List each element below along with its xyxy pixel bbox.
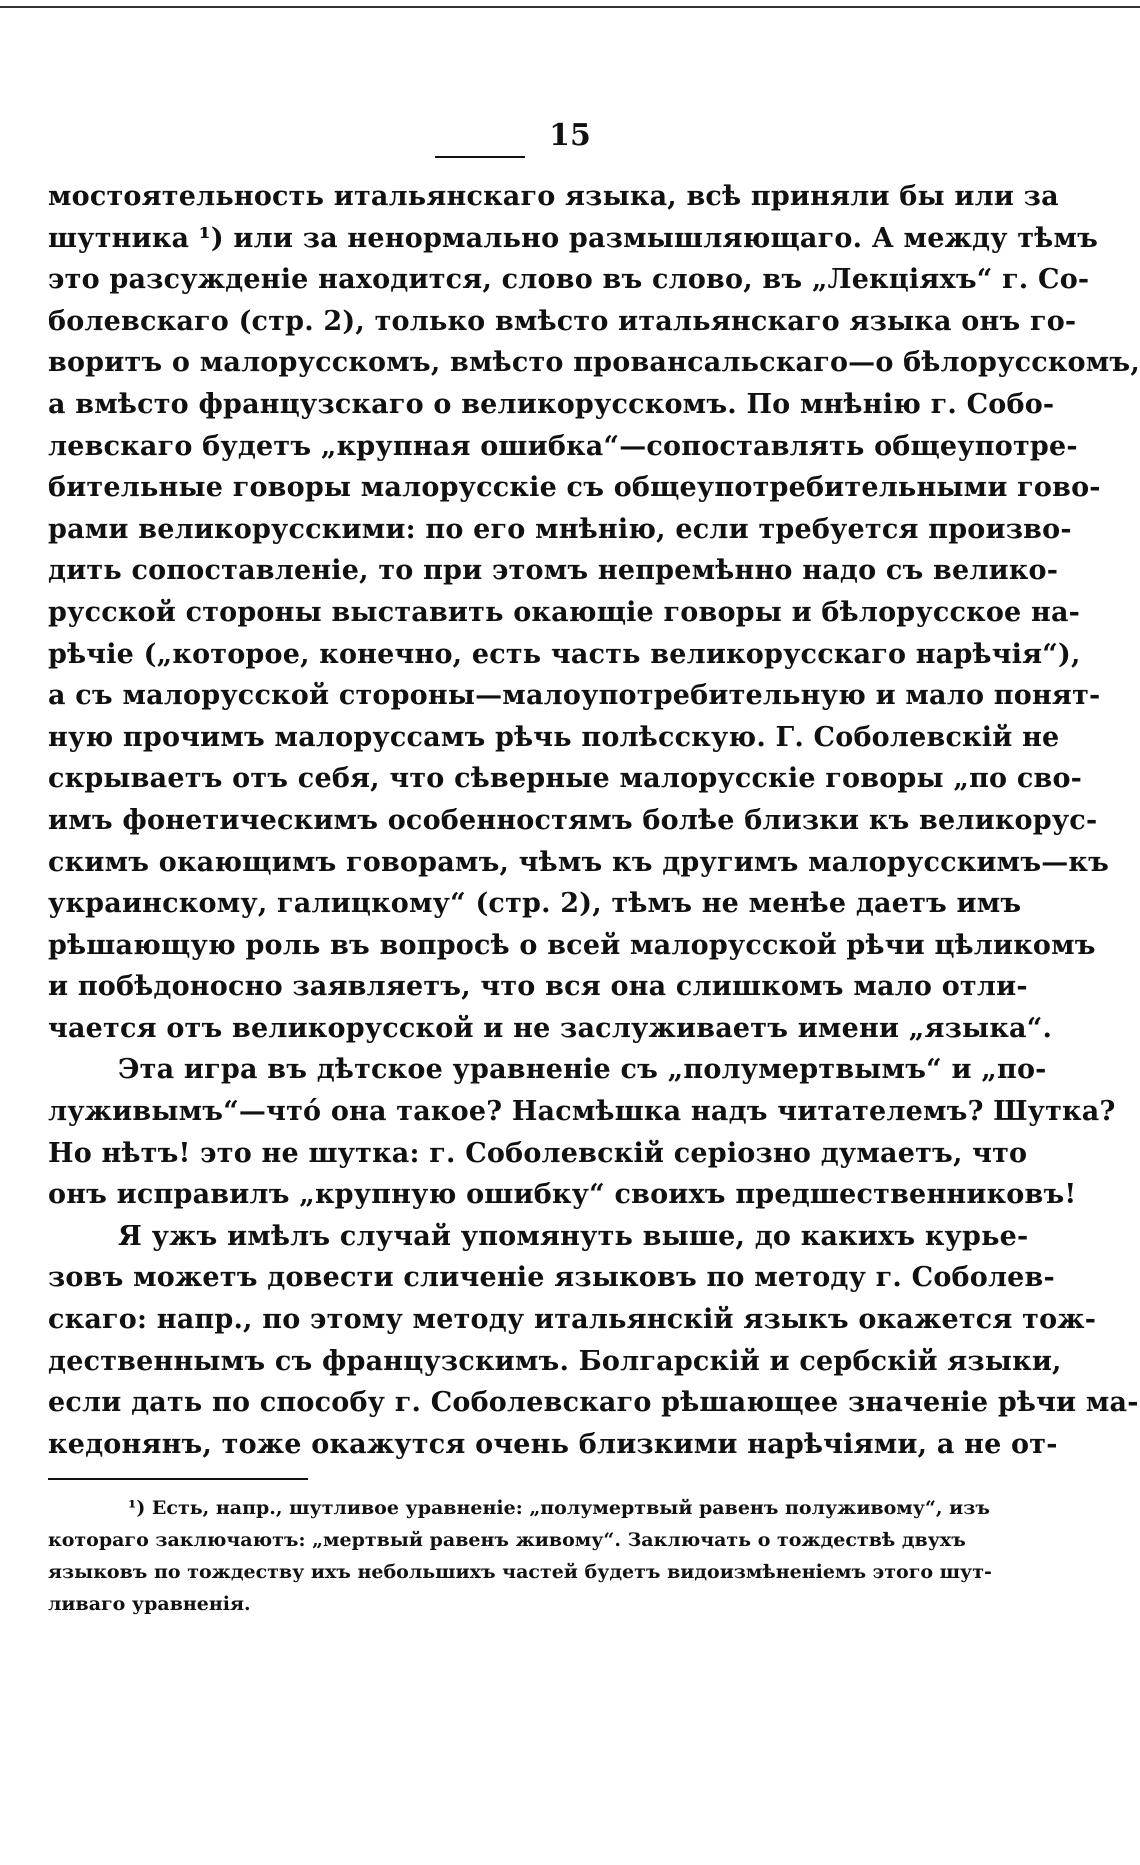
text-line: рами великорусскими: по его мнѣнію, если требуется произво-: [48, 513, 1072, 545]
text-line: и побѣдоносно заявляетъ, что вся она слишкомъ мало отли-: [48, 971, 1028, 1003]
text-line: если дать по способу г. Соболевскаго рѣшающее значеніе рѣчи ма-: [48, 1387, 1139, 1419]
text-line: ную прочимъ малоруссамъ рѣчь полѣсскую. Г. Соболевскій не: [48, 721, 1060, 753]
text-line: онъ исправилъ „крупную ошибку“ своихъ предшественниковъ!: [48, 1179, 1077, 1211]
main-text: [48, 176, 1140, 1465]
text-line: русской стороны выставить окающіе говоры и бѣлорусское на-: [48, 596, 1081, 628]
footnote-line: языковъ по тождеству ихъ небольшихъ частей будетъ видоизмѣненіемъ этого шут-: [48, 1561, 992, 1583]
footnote: [48, 1492, 992, 1620]
page-number-rule: [435, 156, 525, 158]
text-line: дественнымъ съ французскимъ. Болгарскій и сербскій языки,: [48, 1345, 1062, 1377]
text-line: чается отъ великорусской и не заслуживаетъ имени „языка“.: [48, 1012, 1053, 1044]
text-line: болевскаго (стр. 2), только вмѣсто итальянскаго языка онъ го-: [48, 305, 1077, 337]
text-line: скаго: напр., по этому методу итальянскій языкъ окажется тож-: [48, 1304, 1097, 1336]
text-line: Но нѣтъ! это не шутка: г. Соболевскій серіозно думаетъ, что: [48, 1137, 1028, 1169]
text-line: кедонянъ, тоже окажутся очень близкими нарѣчіями, а не от-: [48, 1428, 1058, 1460]
footnote-line: ¹) Есть, напр., шутливое уравненіе: „полумертвый равенъ полуживому“, изъ: [128, 1497, 990, 1519]
text-line: это разсужденіе находится, слово въ слово, въ „Лекціяхъ“ г. Со-: [48, 264, 1090, 296]
page-number: 15: [549, 118, 591, 153]
text-line: луживымъ“—что́ она такое? Насмѣшка надъ читателемъ? Шутка?: [48, 1096, 1116, 1128]
text-line: воритъ о малорусскомъ, вмѣсто провансальскаго—о бѣлорусскомъ,: [48, 347, 1140, 379]
text-line: скимъ окающимъ говорамъ, чѣмъ къ другимъ малорусскимъ—къ: [48, 846, 1110, 878]
text-line: рѣшающую роль въ вопросѣ о всей малорусской рѣчи цѣликомъ: [48, 929, 1096, 961]
text-line: дить сопоставленіе, то при этомъ непремѣнно надо съ велико-: [48, 555, 1059, 587]
text-line: имъ фонетическимъ особенностямъ болѣе близки къ великорус-: [48, 804, 1098, 836]
top-border-line: [0, 6, 1140, 8]
text-line: а съ малорусской стороны—малоупотребительную и мало понят-: [48, 680, 1101, 712]
text-line: левскаго будетъ „крупная ошибка“—сопоставлять общеупотре-: [48, 430, 1078, 462]
text-line: мостоятельность итальянскаго языка, всѣ приняли бы или за: [48, 181, 1059, 212]
text-line-paragraph-start: Я ужъ имѣлъ случай упомянуть выше, до какихъ курье-: [118, 1220, 1029, 1252]
footnote-line: ливаго уравненія.: [48, 1593, 251, 1615]
footnote-rule: [48, 1478, 308, 1480]
text-line: бительные говоры малорусскіе съ общеупотребительными гово-: [48, 472, 1101, 504]
text-line: украинскому, галицкому“ (стр. 2), тѣмъ не менѣе даетъ имъ: [48, 888, 1022, 920]
text-line-paragraph-start: Эта игра въ дѣтское уравненіе съ „полумертвымъ“ и „по-: [118, 1054, 1047, 1086]
text-line: а вмѣсто французскаго о великорусскомъ. По мнѣнію г. Собо-: [48, 388, 1055, 420]
text-line: рѣчіе („которое, конечно, есть часть великорусскаго нарѣчія“),: [48, 638, 1081, 670]
text-line: зовъ можетъ довести сличеніе языковъ по методу г. Соболев-: [48, 1262, 1055, 1294]
text-line: скрываетъ отъ себя, что сѣверные малорусскіе говоры „по сво-: [48, 763, 1083, 795]
text-line: шутника ¹) или за ненормально размышляющаго. А между тѣмъ: [48, 222, 1099, 254]
footnote-line: котораго заключаютъ: „мертвый равенъ живому“. Заключать о тождествѣ двухъ: [48, 1529, 966, 1551]
